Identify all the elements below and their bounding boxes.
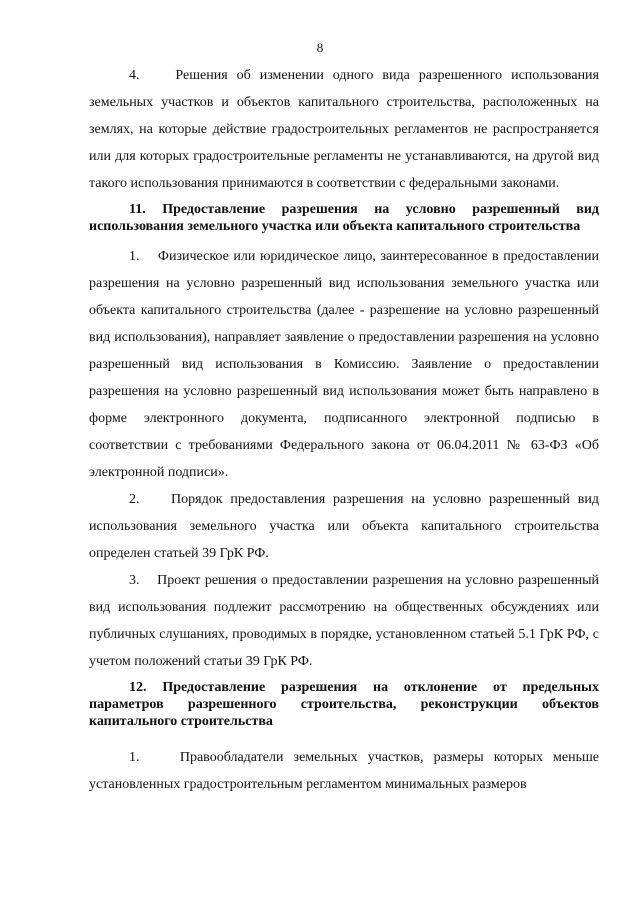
section-12-heading: 12. Предоставление разрешения на отклонение от предельных параметров разрешенного строительства, реконструкции объектов капитального строительства [89,680,599,729]
section-11-paragraph-3: 3. Проект решения о предоставлении разрешения на условно разрешенный вид использования подлежит рассмотрению на общественных обсуждениях или публичных слушаниях, проводимых в порядке, установленном статьей 5.1 ГрК РФ, с учетом положений статьи 39 ГрК РФ. [89,573,599,669]
section-11-paragraph-2: 2. Порядок предоставления разрешения на условно разрешенный вид использования земельного участка или объекта капитального строительства определен статьей 39 ГрК РФ. [89,492,599,561]
paragraph-4-previous-section: 4. Решения об изменении одного вида разрешенного использования земельных участков и объектов капитального строительства, расположенных на землях, на которые действие градостроительных регламентов не распространяется или для которых градостроительные регламенты не устанавливаются, на другой вид такого использования принимаются в соответствии с федеральными законами. [89,68,599,191]
document-body [89,62,599,798]
section-12-paragraph-1: 1. Правообладатели земельных участков, размеры которых меньше установленных градостроительным регламентом минимальных размеров [89,750,599,792]
section-11-heading: 11. Предоставление разрешения на условно разрешенный вид использования земельного участка или объекта капитального строительства [89,202,599,234]
section-11-paragraph-1: 1. Физическое или юридическое лицо, заинтересованное в предоставлении разрешения на условно разрешенный вид использования земельного участка или объекта капитального строительства (далее - разрешение на условно разрешенный вид использования), направляет заявление о предоставлении разрешения на условно разрешенный вид использования в Комиссию. Заявление о предоставлении разрешения на условно разрешенный вид использования может быть направлено в форме электронного документа, подписанного электронной подписью в соответствии с требованиями Федерального закона от 06.04.2011 № 63-ФЗ «Об электронной подписи». [89,249,599,480]
page-number: 8 [316,40,324,55]
